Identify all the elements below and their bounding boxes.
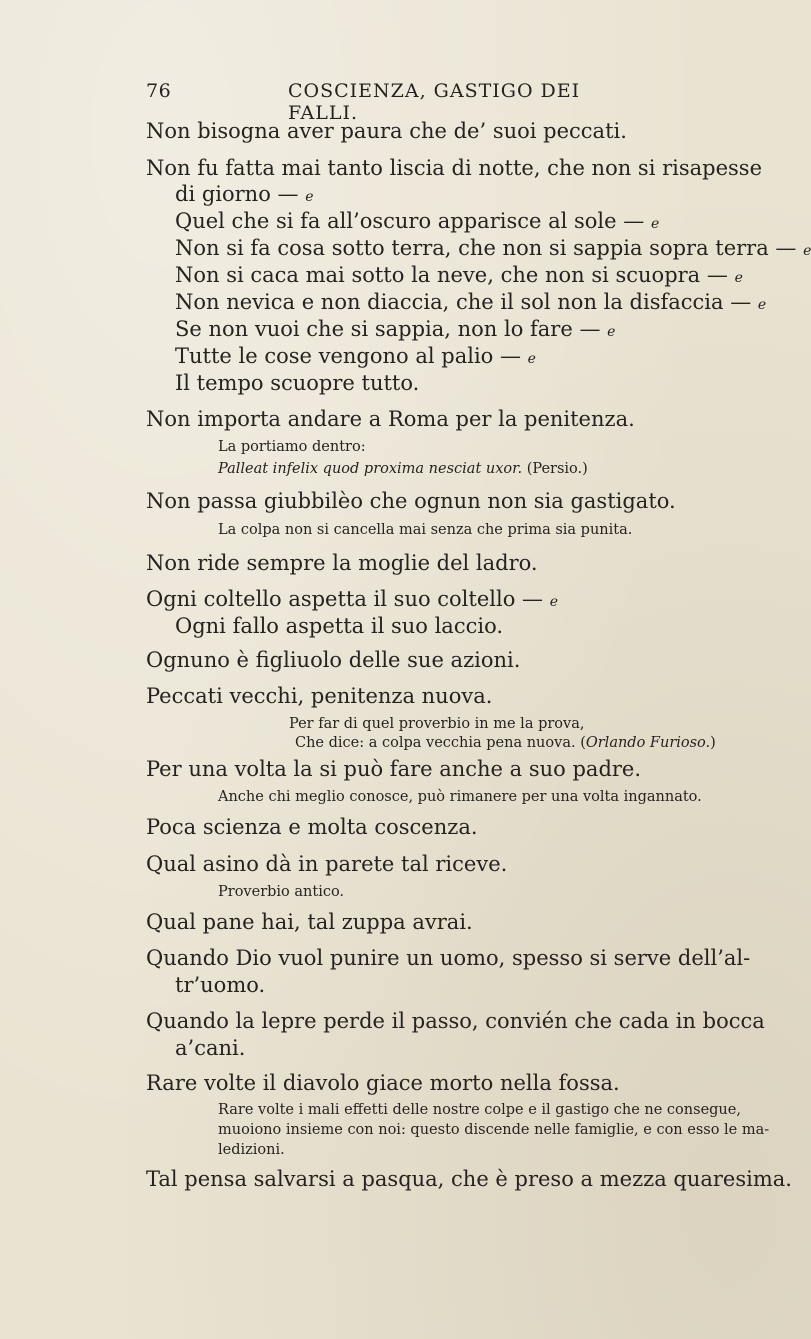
proverb-line: Rare volte il diavolo giace morto nella fossa.	[146, 1071, 620, 1095]
proverb-line: Tal pensa salvarsi a pasqua, che è preso a mezza quaresima.	[146, 1167, 792, 1191]
note-line: La colpa non si cancella mai senza che prima sia punita.	[218, 522, 633, 538]
proverb-line: Tutte le cose vengono al palio — e	[175, 344, 536, 368]
proverb-line: Non si caca mai sotto la neve, che non si scuopra — e	[175, 263, 743, 287]
proverb-line: Se non vuoi che si sappia, non lo fare — e	[175, 317, 616, 341]
note-line: La portiamo dentro:	[218, 439, 366, 455]
note-line: Anche chi meglio conosce, può rimanere per una volta ingannato.	[218, 789, 702, 805]
proverb-line: Quando Dio vuol punire un uomo, spesso si serve dell’al-	[146, 946, 751, 970]
note-line: muoiono insieme con noi: questo discende nelle famiglie, e con esso le ma-	[218, 1122, 770, 1138]
proverb-line: Qual pane hai, tal zuppa avrai.	[146, 910, 473, 934]
proverb-line: Ogni coltello aspetta il suo coltello — e	[146, 587, 558, 611]
proverb-line: Ognuno è figliuolo delle sue azioni.	[146, 648, 521, 672]
proverb-line: Quel che si fa all’oscuro apparisce al sole — e	[175, 209, 660, 233]
proverb-line: Poca scienza e molta coscenza.	[146, 815, 478, 839]
proverb-line: Non si fa cosa sotto terra, che non si sappia sopra terra — e	[175, 236, 811, 260]
page-number: 76	[146, 80, 172, 102]
proverb-line: Peccati vecchi, penitenza nuova.	[146, 684, 493, 708]
proverb-line: di giorno — e	[175, 182, 314, 206]
running-title: COSCIENZA, GASTIGO DEI FALLI.	[288, 80, 581, 124]
proverb-line: Per una volta la si può fare anche a suo padre.	[146, 757, 642, 781]
note-line	[218, 460, 588, 478]
proverb-line: Il tempo scuopre tutto.	[175, 371, 420, 395]
source-citation: Orlando Furioso.	[585, 735, 711, 751]
proverb-line: Non bisogna aver paura che de’ suoi peccati.	[146, 119, 627, 143]
proverb-line: a’cani.	[175, 1036, 246, 1060]
proverb-line: Non nevica e non diaccia, che il sol non la disfaccia — e	[175, 290, 767, 314]
proverb-line: Non fu fatta mai tanto liscia di notte, che non si risapesse	[146, 156, 762, 180]
proverb-line: Non passa giubbilèo che ognun non sia gastigato.	[146, 489, 676, 513]
verse-line: Per far di quel proverbio in me la prova,	[289, 716, 585, 732]
proverb-line: Ogni fallo aspetta il suo laccio.	[175, 614, 504, 638]
proverb-line: Quando la lepre perde il passo, convién che cada in bocca	[146, 1009, 765, 1033]
proverb-line: Qual asino dà in parete tal riceve.	[146, 852, 508, 876]
proverb-line: Non ride sempre la moglie del ladro.	[146, 551, 538, 575]
latin-quote: Palleat infelix quod proxima nesciat uxor.	[218, 461, 523, 477]
proverb-line: Non importa andare a Roma per la penitenza.	[146, 407, 635, 431]
note-line: Rare volte i mali effetti delle nostre colpe e il gastigo che ne consegue,	[218, 1102, 741, 1118]
source-citation: (Persio.)	[526, 461, 588, 477]
note-line: Proverbio antico.	[218, 884, 345, 900]
proverb-line: tr’uomo.	[175, 973, 266, 997]
note-line: ledizioni.	[218, 1142, 285, 1158]
page-header	[146, 80, 626, 124]
verse-line: Che dice: a colpa vecchia pena nuova. (Orlando Furioso.)	[295, 735, 716, 751]
